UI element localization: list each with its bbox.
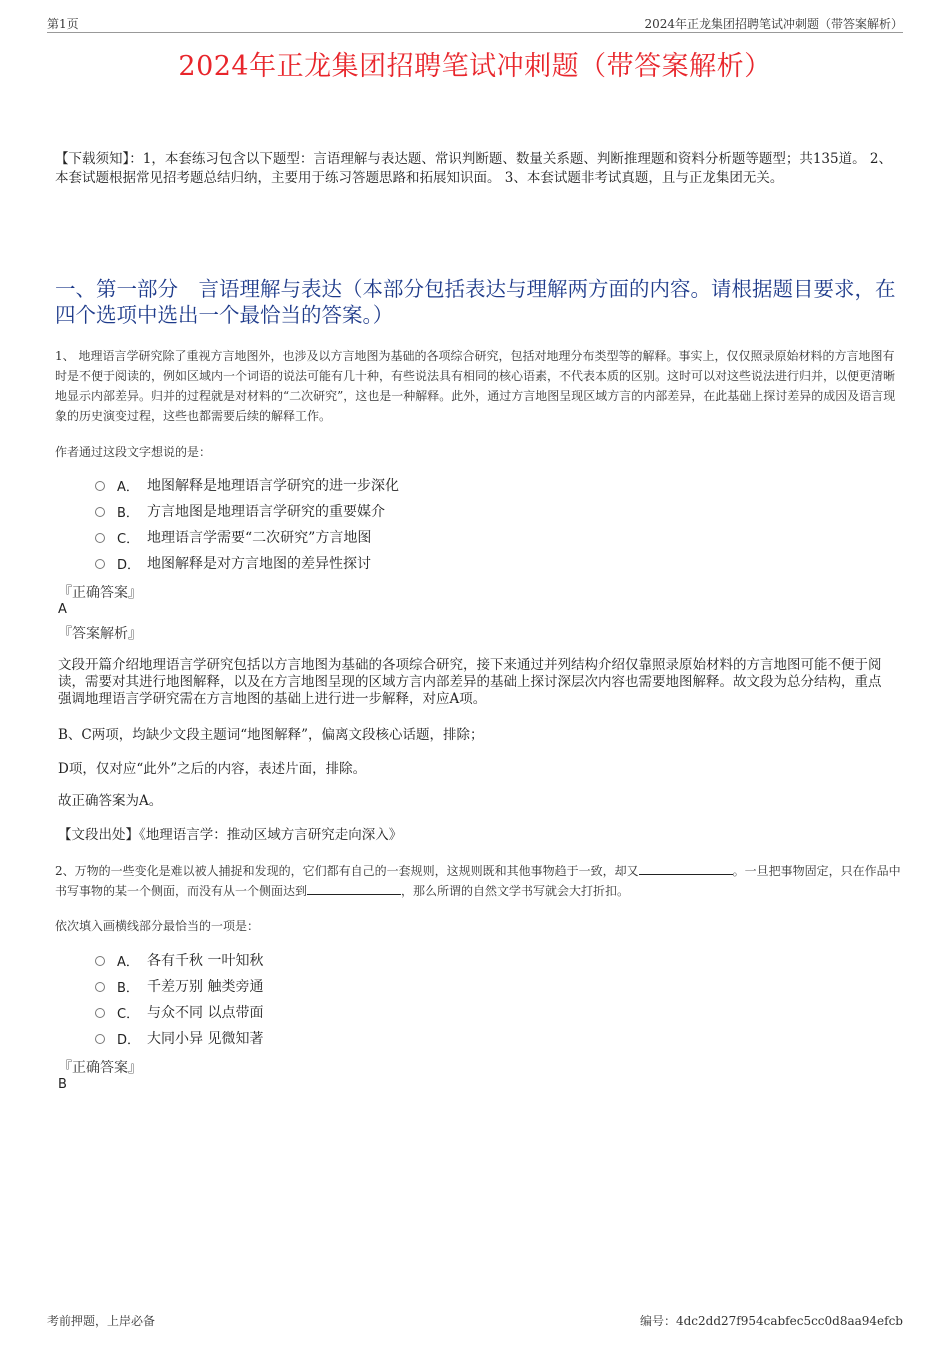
question-2-prompt: 依次填入画横线部分最恰当的一项是：	[55, 919, 260, 933]
analysis-paragraph: 文段开篇介绍地理语言学研究包括以方言地图为基础的各项综合研究，接下来通过并列结构介绍仅靠照录原始材料的方言地图可能不便于阅读，需要对其进行地图解释，以及在方言地图呈现的区域方言内部差异的基础上探讨深层次内容也需要地图解释。故文段为总分结构，重点强调地理语言学研究需在方言地图的基础上进行进一步解释，对应A项。	[58, 657, 882, 707]
header-doc-title: 2024年正龙集团招聘笔试冲刺题（带答案解析）	[644, 17, 903, 31]
option-d[interactable]: D． 地图解释是对方言地图的差异性探讨	[95, 550, 399, 576]
analysis-paragraph: B、C两项，均缺少文段主题词“地图解释”，偏离文段核心话题，排除；	[58, 727, 484, 743]
answer-value: B	[58, 1077, 67, 1092]
question-1-prompt: 作者通过这段文字想说的是：	[55, 445, 212, 459]
answer-label: 『正确答案』	[58, 585, 142, 601]
page-footer	[47, 1312, 903, 1329]
radio-icon[interactable]	[95, 982, 105, 992]
analysis-label: 『答案解析』	[58, 626, 142, 642]
option-b[interactable]: B． 方言地图是地理语言学研究的重要媒介	[95, 498, 399, 524]
option-c[interactable]: C． 地理语言学需要“二次研究”方言地图	[95, 524, 399, 550]
download-notice: 【下载须知】：1，本套练习包含以下题型：言语理解与表达题、常识判断题、数量关系题、判断推理题和资料分析题等题型；共135道。 2、本套试题根据常见招考题总结归纳，主要用于练习答题思路和拓展知识面。 3、本套试题非考试真题，且与正龙集团无关。	[55, 151, 892, 186]
radio-icon[interactable]	[95, 481, 105, 491]
page-title: 2024年正龙集团招聘笔试冲刺题（带答案解析）	[178, 51, 772, 82]
answer-value: A	[58, 602, 67, 617]
document-id: 编号：4dc2dd27f954cabfec5cc0d8aa94efcb	[639, 1314, 903, 1328]
option-a[interactable]: A． 各有千秋 一叶知秋	[95, 947, 263, 973]
page-number: 第1页	[47, 17, 79, 31]
radio-icon[interactable]	[95, 559, 105, 569]
question-1-options	[95, 472, 399, 576]
radio-icon[interactable]	[95, 1008, 105, 1018]
option-d[interactable]: D． 大同小异 见微知著	[95, 1025, 263, 1051]
radio-icon[interactable]	[95, 507, 105, 517]
question-2-options	[95, 947, 263, 1051]
answer-label: 『正确答案』	[58, 1060, 142, 1076]
footer-slogan: 考前押题，上岸必备	[47, 1314, 156, 1328]
analysis-paragraph: 故正确答案为A。	[58, 793, 163, 809]
option-b[interactable]: B． 千差万别 触类旁通	[95, 973, 263, 999]
question-2-stem: 2、万物的一些变化是难以被人捕捉和发现的，它们都有自己的一套规则，这规则既和其他事物趋于一致，却又 。一旦把事物固定，只在作品中书写事物的某一个侧面，而没有从一个侧面达到 ，那么所谓的自然文学书写就会大打折扣。	[55, 864, 901, 898]
option-a[interactable]: A． 地图解释是地理语言学研究的进一步深化	[95, 472, 399, 498]
option-c[interactable]: C． 与众不同 以点带面	[95, 999, 263, 1025]
radio-icon[interactable]	[95, 533, 105, 543]
fill-blank	[639, 864, 733, 875]
source-citation: 【文段出处】《地理语言学：推动区域方言研究走向深入》	[58, 827, 403, 843]
question-1-stem: 1、 地理语言学研究除了重视方言地图外，也涉及以方言地图为基础的各项综合研究，包括对地理分布类型等的解释。事实上，仅仅照录原始材料的方言地图有时是不便于阅读的，例如区域内一个词语的说法可能有几十种，有些说法具有相同的核心语素，不代表本质的区别。这时可以对这些说法进行归并，以便更清晰地显示内部差异。归并的过程就是对材料的“二次研究”，这也是一种解释。此外，通过方言地图呈现区域方言的内部差异，在此基础上探讨差异的成因及语言现象的历史演变过程，这些也都需要后续的解释工作。	[55, 349, 896, 423]
section-title: 一、第一部分 言语理解与表达（本部分包括表达与理解两方面的内容。请根据题目要求，在四个选项中选出一个最恰当的答案。）	[55, 277, 896, 327]
fill-blank	[307, 884, 401, 895]
radio-icon[interactable]	[95, 956, 105, 966]
radio-icon[interactable]	[95, 1034, 105, 1044]
analysis-paragraph: D项，仅对应“此外”之后的内容，表述片面，排除。	[58, 761, 367, 777]
page-header	[47, 14, 903, 33]
